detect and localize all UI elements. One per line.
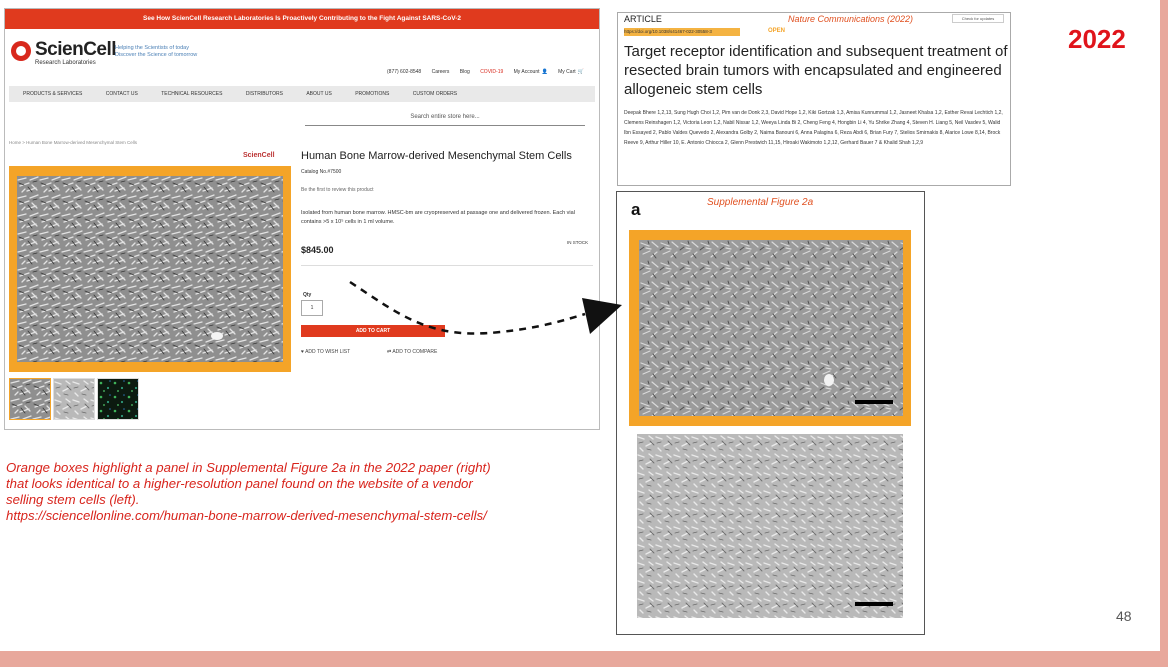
tagline-line: Helping the Scientists of today [115, 45, 189, 51]
figure-title: Supplemental Figure 2a [707, 197, 814, 208]
thumbnail[interactable] [9, 378, 51, 420]
thumbnail[interactable] [53, 378, 95, 420]
logo-name: ScienCell [35, 39, 117, 60]
product-cell-image[interactable] [17, 176, 283, 362]
tagline-line: Discover the Science of tomorrow [115, 52, 198, 58]
article-title: Target receptor identification and subsequent treatment of resected brain tumors with encapsulated and engineered allogeneic stem cells [624, 43, 1008, 98]
nav-products[interactable]: PRODUCTS & SERVICES [23, 91, 83, 97]
nav-technical[interactable]: TECHNICAL RESOURCES [161, 91, 223, 97]
article-header [617, 12, 1011, 186]
compare-icon: ⇄ [387, 349, 393, 355]
stock-status: IN STOCK [567, 240, 589, 245]
careers-link[interactable]: Careers [431, 69, 450, 75]
account-link[interactable] [514, 69, 548, 75]
figure-cell-image [637, 434, 903, 618]
cart-link[interactable] [558, 69, 584, 75]
nav-distributors[interactable]: DISTRIBUTORS [245, 91, 283, 97]
dashed-arrow-icon [340, 270, 630, 360]
qty-input[interactable]: 1 [301, 300, 323, 316]
wish-list-label: ADD TO WISH LIST [305, 349, 351, 355]
figure-cell-image [639, 240, 903, 416]
nav-about[interactable]: ABOUT US [306, 91, 332, 97]
covid-link[interactable]: COVID-19 [480, 69, 504, 75]
product-title: Human Bone Marrow-derived Mesenchymal Stem Cells [301, 150, 572, 162]
add-to-cart-button[interactable]: ADD TO CART [301, 325, 445, 337]
user-icon: 👤 [541, 69, 548, 75]
supplemental-figure [616, 191, 925, 635]
author-list: Deepak Bhere 1,2,13, Sung Hugh Choi 1,2, Pim van de Donk 2,3, David Hope 1,2, Kiki Gortzak 1,3, Amisa Kunnummal 1,2, Jasneet Khalsa 1,2, Esther Revai Lechtich 1,2, Clemens Reinshagen 1,2, Victoria Leon 1,2, Nabil Nissar 1,2, Weeya Linda Bi 2, Cheng Feng 4, Hongbin Li 4, Yu Shrike Zhang 4, Steven H. Liang 5, Neil Vasdev 5, Walid Ibn Essayed 2, Pablo Valdes Quevedo 2, Alexandra Golby 2, Naima Banouni 6, Anna Palagina 6, Reza Abdi 6, Brian Fury 7, Stelios Smirnakis 8, Alarice Lowe 8,14, Brock Reeve 9, Arthur Hiller 10, E. Antonio Chiocca 2, Glenn Prestwich 11,15, Hiroaki Wakimoto 1,2,12, Gerhard Bauer 7 & Khalid Shah 1,2,9 [624, 110, 1003, 146]
breadcrumb [9, 140, 137, 145]
qty-label: Qty [303, 292, 312, 298]
article-type: ARTICLE [624, 14, 662, 24]
slide-caption [6, 460, 626, 524]
doi-link[interactable]: https://doi.org/10.1038/s41467-022-30558-3 [624, 28, 740, 36]
page-number: 48 [1116, 608, 1132, 624]
caption-url[interactable]: https://sciencellonline.com/human-bone-marrow-derived-mesenchymal-stem-cells/ [6, 508, 487, 523]
cart-icon: 🛒 [577, 69, 584, 75]
nav-contact[interactable]: CONTACT US [105, 91, 138, 97]
image-watermark: ScienCell [243, 152, 275, 159]
vendor-banner[interactable]: See How ScienCell Research Laboratories Is Proactively Contributing to the Fight Against SARS-CoV-2 [5, 9, 599, 29]
vendor-website-screenshot [4, 8, 600, 430]
nav-custom-orders[interactable]: CUSTOM ORDERS [412, 91, 458, 97]
open-access-label: OPEN [768, 28, 786, 34]
breadcrumb-current: Human Bone Marrow-derived Mesenchymal Stem Cells [26, 140, 137, 145]
thumbnail[interactable] [97, 378, 139, 420]
phone-link[interactable]: (877) 602-8548 [387, 69, 422, 75]
slide-right-border [1160, 0, 1168, 667]
vendor-nav [9, 86, 595, 102]
caption-line: that looks identical to a higher-resolution panel found on the website of a vendor [6, 476, 473, 491]
account-label: My Account [513, 69, 540, 75]
cart-label: My Cart [558, 69, 576, 75]
review-link[interactable]: Be the first to review this product [301, 187, 374, 193]
logo-mark-icon [11, 41, 31, 61]
compare-label: ADD TO COMPARE [392, 349, 438, 355]
check-updates-badge[interactable]: Check for updates [952, 14, 1004, 23]
vendor-tagline [115, 45, 197, 59]
breadcrumb-separator-icon: > [22, 140, 27, 145]
scale-bar [855, 602, 893, 606]
divider [301, 265, 593, 266]
caption-line: selling stem cells (left). [6, 492, 140, 507]
slide-year: 2022 [1068, 24, 1126, 54]
logo-subtitle: Research Laboratories [35, 60, 96, 66]
product-price: $845.00 [301, 245, 334, 255]
scale-bar [855, 400, 893, 404]
journal-name: Nature Communications (2022) [788, 14, 914, 24]
vendor-top-links [387, 69, 593, 75]
heart-icon: ♥ [301, 349, 306, 355]
panel-letter: a [631, 200, 641, 219]
slide-bottom-border [0, 651, 1168, 667]
caption-line: Orange boxes highlight a panel in Supplemental Figure 2a in the 2022 paper (right) [6, 460, 491, 475]
breadcrumb-home[interactable]: Home [9, 140, 22, 145]
product-description: Isolated from human bone marrow. HMSC-bm are cryopreserved at passage one and delivered frozen. Each vial contains >5 x 10⁵ cells in 1 ml volume. [301, 210, 575, 225]
catalog-number: Catalog No.#7500 [301, 169, 342, 175]
store-search-input[interactable]: Search entire store here... [305, 109, 585, 126]
nav-promotions[interactable]: PROMOTIONS [355, 91, 390, 97]
blog-link[interactable]: Blog [459, 69, 470, 75]
